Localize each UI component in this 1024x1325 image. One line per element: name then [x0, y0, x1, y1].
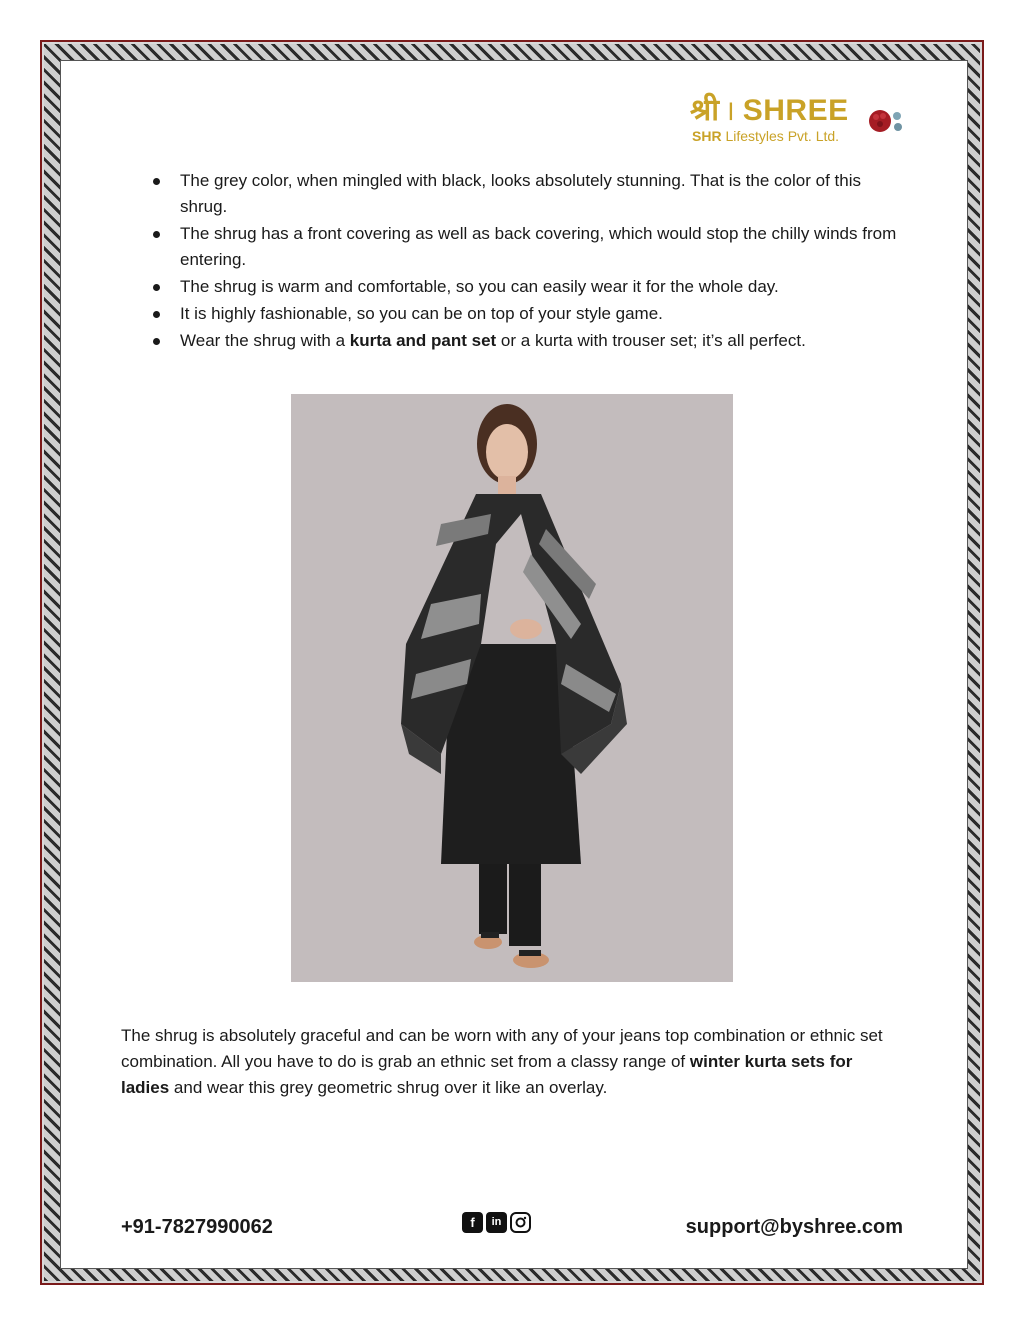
feature-text: The grey color, when mingled with black, looks absolutely stunning. That is the color of this shrug. — [180, 171, 861, 216]
logo-flower-icon — [868, 106, 908, 136]
logo-sub-bold: SHR — [692, 128, 722, 144]
paragraph-text: The shrug is absolutely graceful and can be worn with any of your jeans top combination or ethnic set combination. All you have to do is grab an ethnic set from a classy range of — [121, 1026, 883, 1071]
logo-company-name — [692, 128, 839, 144]
product-photo — [291, 394, 733, 982]
feature-text: Wear the shrug with a — [180, 331, 350, 350]
instagram-icon[interactable] — [510, 1212, 531, 1233]
description-paragraph — [121, 1023, 905, 1101]
facebook-icon[interactable]: f — [462, 1212, 483, 1233]
feature-text: or a kurta with trouser set; it’s all perfect. — [496, 331, 806, 350]
footer-phone[interactable]: +91-7827990062 — [121, 1216, 273, 1238]
logo-sub-rest: Lifestyles Pvt. Ltd. — [725, 128, 840, 144]
feature-item-color — [180, 168, 904, 220]
winter-kurta-sets-link[interactable]: winter kurta sets for ladies — [121, 1052, 853, 1097]
feature-text: It is highly fashionable, so you can be on top of your style game. — [180, 304, 663, 323]
footer-email[interactable]: support@byshree.com — [685, 1216, 903, 1238]
feature-text: The shrug has a front covering as well as back covering, which would stop the chilly winds from entering. — [180, 224, 897, 269]
feature-item-warmth — [180, 274, 904, 300]
logo-brand: SHREE — [742, 94, 849, 127]
model-illustration — [291, 394, 733, 982]
feature-item-fashion — [180, 301, 904, 327]
feature-list — [180, 168, 904, 355]
linkedin-icon[interactable]: in — [486, 1212, 507, 1233]
feature-item-pairing — [180, 328, 904, 354]
logo-wordmark — [690, 88, 849, 129]
instagram-glyph — [512, 1214, 529, 1231]
paragraph-text: and wear this grey geometric shrug over it like an overlay. — [169, 1078, 608, 1097]
social-links — [462, 1212, 531, 1233]
kurta-pant-set-link[interactable]: kurta and pant set — [349, 331, 497, 350]
logo-devanagari: श्री — [690, 94, 720, 127]
feature-text: The shrug is warm and comfortable, so you can easily wear it for the whole day. — [180, 277, 779, 296]
shree-logo — [690, 88, 910, 148]
feature-item-covering — [180, 221, 904, 273]
logo-separator: | — [728, 100, 734, 120]
